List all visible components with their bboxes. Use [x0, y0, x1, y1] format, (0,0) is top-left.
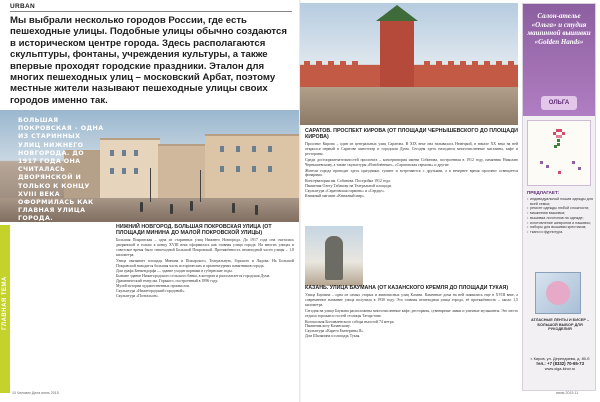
window	[122, 150, 126, 156]
tower-roof	[376, 5, 418, 21]
paragraph: Жители города проводят здесь праздники, гуляют и встречаются с друзьями, а в вечернее время проспект освещается фонарями.	[305, 168, 518, 178]
article-heading: НИЖНИЙ НОВГОРОД. БОЛЬШАЯ ПОКРОВСКАЯ УЛИЦА (ОТ ПЛОЩАДИ МИНИНА ДО МАЛОЙ ПОКРОВСКОЙ УЛИЦЫ)	[116, 224, 272, 236]
ad-logo: ОЛЬГА	[541, 96, 577, 110]
list-item: • наборы для вышивки крестиком;	[527, 225, 593, 230]
side-tab-label: ГЛАВНАЯ ТЕМА	[2, 276, 8, 330]
list-item: Бывшее здание Нижегородского сельского банка, в котором и располагается городская Дума.	[116, 274, 271, 279]
paragraph: Большая Покровская – одна из старинных улиц Нижнего Новгорода. До 1917 года она считалась дворянской и только к концу XVIII века оформилась как главная улица города. На многих улицах в советское время было пешеходной Большой Покровской. Протяжённость пешеходной части улицы – 1,8 километра.	[116, 238, 294, 257]
window	[220, 146, 224, 152]
stitch	[578, 167, 581, 170]
ad-offers-title: ПРЕДЛАГАЕТ:	[527, 190, 560, 195]
kremlin-photo	[300, 3, 518, 125]
crenel	[484, 61, 490, 65]
window	[252, 166, 256, 172]
street	[300, 87, 518, 125]
crenel	[340, 61, 346, 65]
crenel	[448, 61, 454, 65]
list-item: Памятник коту Казанскому.	[305, 324, 351, 329]
stitch	[558, 171, 561, 174]
list-item: Дом Шаляпина и площадь Тукая.	[305, 334, 361, 339]
crenel	[508, 61, 514, 65]
paragraph: Проспект Кирова – один из центральных улиц Саратова. В XIX веке она называлась Немецкой, в начале XX века на ней открылся первый в Саратове кинотеатр и городская Дума. Сегодня здесь находятся многочисленные магазины, кафе и рестораны.	[305, 142, 518, 156]
stitch	[557, 139, 560, 142]
article-body	[305, 142, 518, 199]
list-item: Консерватория им. Собинова. Постройка 1912 года.	[305, 179, 391, 184]
window	[268, 166, 272, 172]
stitch	[546, 165, 549, 168]
list-item: Музей истории художественных промыслов.	[116, 284, 190, 289]
statue-photo	[305, 226, 363, 286]
pedestrian	[170, 204, 173, 214]
paragraph: Улица связывает площадь Минина и Пожарского, Театральную, Горького и Лядова. На Большой Покровской находятся большая часть исторических и архитектурных памятников города.	[116, 258, 294, 268]
window	[268, 146, 272, 152]
article-heading: САРАТОВ. ПРОСПЕКТ КИРОВА (ОТ ПЛОЩАДИ ЧЕРНЫШЕВСКОГО ДО ПЛОЩАДИ КИРОВА)	[305, 128, 518, 140]
window	[134, 150, 138, 156]
list-item: Колокольня Богоявленского собора высотой 74 метра.	[305, 319, 395, 324]
ad-site: www.olga-kirov.ru	[544, 366, 576, 371]
section-label: URBAN	[10, 3, 35, 10]
stitch	[540, 161, 543, 164]
crenel	[460, 61, 466, 65]
list-item: • вышивка логотипов на одежде;	[527, 216, 593, 221]
cross-stitch-image	[527, 120, 591, 186]
lead-paragraph: Мы выбрали несколько городов России, где есть пешеходные улицы. Подобные улицы обычно создаются в историческом центре города. Здесь располагаются скульптуры, фонтаны, учреждения культуры, а также впервые проходят городские праздники. Эталон для многих пешеходных улиц – московский Арбат, поэтому местные жители называют пешеходные улицы своих городов именно так.	[10, 15, 287, 106]
kremlin-tower	[380, 21, 414, 87]
pedestrian	[140, 202, 143, 212]
paragraph: Среди достопримечательностей проспекта – консерватория имени Собинова, построенная в 1912 году, памятник Николаю Чернышевскому, а также скульптуры «Влюблённые», «Саратовская гармонь» и другие.	[305, 157, 518, 167]
stitch	[559, 135, 562, 138]
ad-title: Салон-ателье «Ольга» и студия машинной вышивки «Golden Hands»	[527, 12, 591, 46]
ad-product-image	[535, 272, 581, 314]
window	[134, 168, 138, 174]
footer-left: 10 Человек Дела июнь 2015	[12, 391, 59, 395]
list-item: Скульптура «Саратовская гармонь» и «Сердце».	[305, 189, 385, 194]
list-item: • машинная вышивка;	[527, 211, 593, 216]
pedestrian	[255, 205, 258, 215]
stitch	[572, 161, 575, 164]
stitch	[557, 143, 560, 146]
stitch	[554, 145, 557, 148]
ad-address: г. Киров, ул. Дерендяева, д. 80-б	[530, 356, 590, 361]
building	[100, 138, 160, 200]
list-item: • ремонт одежды любой сложности;	[527, 206, 593, 211]
ad-offers-list	[527, 197, 593, 235]
window	[110, 168, 114, 174]
list-item: Драматический театр им. Горького, построенный в 1896 году.	[116, 279, 219, 284]
article-nizhny-novgorod	[116, 224, 294, 299]
list-item: Скульптура «Нижегородский городовой».	[116, 289, 186, 294]
crenel	[424, 61, 430, 65]
ad-header	[523, 4, 595, 116]
list-item: • ткани и фурнитура.	[527, 230, 593, 235]
advertisement	[522, 3, 596, 391]
pedestrian	[190, 201, 193, 211]
pedestrian	[232, 203, 235, 213]
article-kazan	[305, 285, 518, 339]
list-item: Памятник Олегу Табакову на Театральной площади.	[305, 184, 392, 189]
ad-phone: тел.: +7 (8332) 70-65-73	[536, 361, 584, 366]
section-rule	[10, 11, 292, 12]
ad-note: АТЛАСНЫЕ ЛЕНТЫ И БИСЕР – БОЛЬШОЙ ВЫБОР ДЛЯ РУКОДЕЛИЯ	[530, 318, 590, 332]
window	[122, 168, 126, 174]
list-item: Скульптура «Карета Екатерины II».	[305, 329, 365, 334]
crenel	[352, 61, 358, 65]
footer-right: июнь 2015 11	[556, 391, 579, 395]
window	[220, 166, 224, 172]
street-lamp	[150, 168, 151, 202]
list-item: Книжный магазин «Книжный мир».	[305, 194, 365, 199]
street-lamp	[200, 170, 201, 202]
list-item: Дом графа Бенкендорфа — здание уходит корнями в губернские годы.	[116, 269, 233, 274]
paragraph: Сегодня на улице Баумана расположены многочисленные кафе, рестораны, сувенирные лавки и уличные музыканты. Это место отдыха горожан и гостей столицы Татарстана.	[305, 308, 518, 318]
pull-quote: БОЛЬШАЯ ПОКРОВСКАЯ – ОДНА ИЗ СТАРИННЫХ УЛИЦ НИЖНЕГО НОВГОРОДА. ДО 1917 ГОДА ОНА СЧИТАЛАСЬ ДВОРЯНСКОЙ И ТОЛЬКО К КОНЦУ XVIII ВЕКА ОФОРМИЛАСЬ КАК ГЛАВНАЯ УЛИЦА ГОРОДА.	[18, 117, 104, 223]
article-body	[305, 293, 518, 339]
list-item: Скульптура «Почтальон».	[116, 293, 159, 298]
crenel	[304, 61, 310, 65]
window	[236, 166, 240, 172]
list-item: • изготовление шевронов и нашивок;	[527, 221, 593, 226]
article-body	[116, 238, 294, 299]
crenel	[472, 61, 478, 65]
ad-contacts	[527, 356, 593, 371]
paragraph: Улица Баумана – одна из самых старых и живописных улиц Казани. Каменные дома на ней появились еще в XVIII веке, а современное название улица получила в 1930 году. Это главная пешеходная улица города, её протяжённость – около 1,5 километра.	[305, 293, 518, 307]
stitch	[562, 132, 565, 135]
statue	[325, 236, 343, 280]
window	[110, 150, 114, 156]
crenel	[496, 61, 502, 65]
window	[252, 146, 256, 152]
crenel	[328, 61, 334, 65]
article-heading: КАЗАНЬ. УЛИЦА БАУМАНА (ОТ КАЗАНСКОГО КРЕМЛЯ ДО ПЛОЩАДИ ТУКАЯ)	[305, 285, 509, 291]
list-item: • индивидуальный пошив одежды для всей семьи;	[527, 197, 593, 206]
window	[236, 146, 240, 152]
crenel	[316, 61, 322, 65]
crenel	[436, 61, 442, 65]
article-saratov	[305, 128, 518, 199]
